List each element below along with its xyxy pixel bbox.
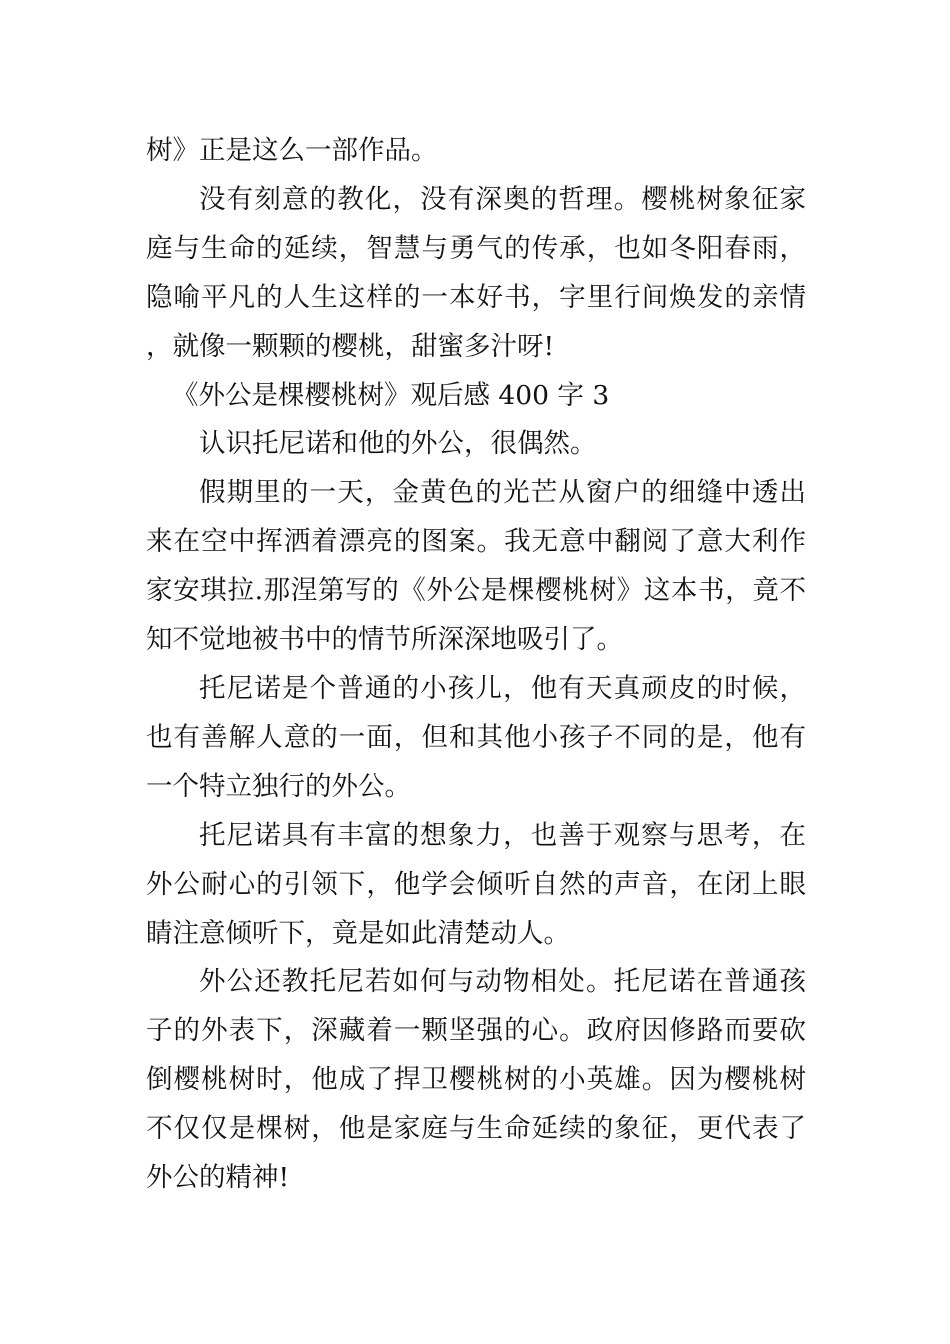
paragraph: 认识托尼诺和他的外公，很偶然。 — [199, 428, 597, 460]
paragraph: 托尼诺具有丰富的想象力，也善于观察与思考，在外公耐心的引领下，他学会倾听自然的声音，在闭上眼睛注意倾听下，竟是如此清楚动人。 — [146, 819, 806, 949]
paragraph: 假期里的一天，金黄色的光芒从窗户的细缝中透出来在空中挥洒着漂亮的图案。我无意中翻阅了意大利作家安琪拉.那涅第写的《外公是棵樱桃树》这本书，竟不知不觉地被书中的情节所深深地吸引了。 — [146, 477, 806, 656]
section-heading: 《外公是棵樱桃树》观后感 400 字 3 — [172, 379, 610, 411]
document-body — [146, 127, 806, 1203]
paragraph: 托尼诺是个普通的小孩儿，他有天真顽皮的时候，也有善解人意的一面，但和其他小孩子不同的是，他有一个特立独行的外公。 — [146, 672, 806, 802]
paragraph-continuation: 树》正是这么一部作品。 — [146, 135, 438, 166]
paragraph: 外公还教托尼若如何与动物相处。托尼诺在普通孩子的外表下，深藏着一颗坚强的心。政府因修路而要砍倒樱桃树时，他成了捍卫樱桃树的小英雄。因为樱桃树不仅仅是棵树，他是家庭与生命延续的象征，更代表了外公的精神! — [146, 966, 806, 1194]
paragraph: 没有刻意的教化，没有深奥的哲理。樱桃树象征家庭与生命的延续，智慧与勇气的传承，也如冬阳春雨，隐喻平凡的人生这样的一本好书，字里行间焕发的亲情，就像一颗颗的樱桃，甜蜜多汁呀! — [146, 183, 806, 362]
